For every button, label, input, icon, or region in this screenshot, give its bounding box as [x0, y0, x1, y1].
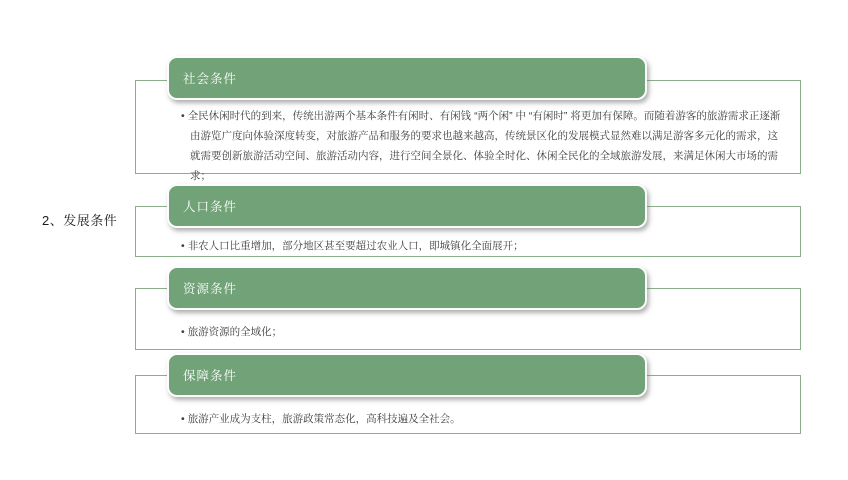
bullet-item: • 全民休闲时代的到来，传统出游两个基本条件有闲时、有闲钱 “两个闲” 中 “有闲时” 将更加有保障。而随着游客的旅游需求正逐渐由游览广度向体验深度转变，对旅游产品和服务的要求也越来越高，传统景区化的发展模式显然难以满足游客多元化的需求，这就需要创新旅游活动空间、旅游活动内容，进行空间全景化、体验全时化、休闲全民化的全域旅游发展，来满足休闲大市场的需求； — [181, 106, 787, 186]
section-header-social — [167, 56, 647, 100]
section-title: 人口条件 — [183, 200, 238, 214]
section-body-social — [181, 106, 787, 186]
section-body-guarantee — [181, 409, 787, 429]
section-title: 资源条件 — [183, 282, 238, 296]
section-header-guarantee — [167, 353, 647, 397]
section-body-population — [181, 236, 787, 256]
diagram-label: 2、发展条件 — [42, 213, 118, 228]
bullet-item: • 旅游资源的全域化； — [181, 322, 787, 342]
section-header-population — [167, 184, 647, 228]
section-title: 保障条件 — [183, 369, 238, 383]
section-body-resource — [181, 322, 787, 342]
bullet-item: • 非农人口比重增加，部分地区甚至要超过农业人口，即城镇化全面展开； — [181, 236, 787, 256]
section-header-resource — [167, 266, 647, 310]
section-title: 社会条件 — [183, 72, 238, 86]
bullet-item: • 旅游产业成为支柱，旅游政策常态化，高科技遍及全社会。 — [181, 409, 787, 429]
